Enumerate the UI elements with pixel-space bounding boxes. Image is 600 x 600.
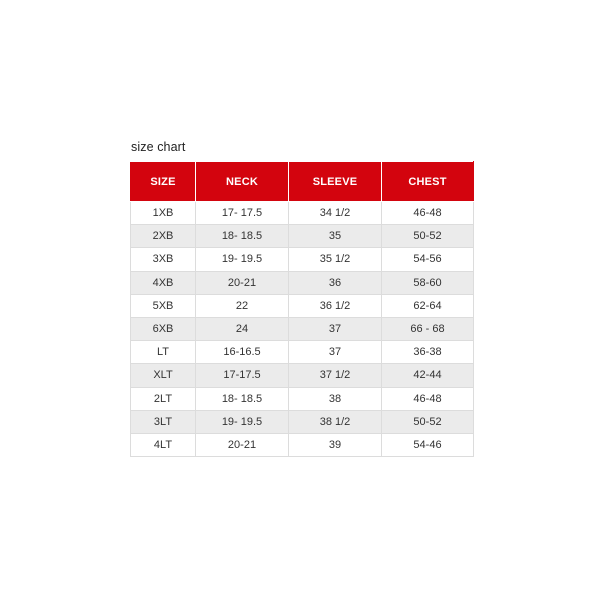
cell-neck: 20-21 [196, 271, 289, 294]
cell-neck: 19- 19.5 [196, 410, 289, 433]
column-header-neck: NECK [196, 162, 289, 202]
size-chart-table [130, 161, 474, 457]
table-row [131, 225, 474, 248]
column-header-sleeve: SLEEVE [289, 162, 382, 202]
table-row [131, 317, 474, 340]
cell-neck: 16-16.5 [196, 341, 289, 364]
column-header-chest: CHEST [382, 162, 474, 202]
cell-sleeve: 37 [289, 317, 382, 340]
cell-chest: 42-44 [382, 364, 474, 387]
cell-sleeve: 37 [289, 341, 382, 364]
cell-neck: 18- 18.5 [196, 387, 289, 410]
cell-sleeve: 35 1/2 [289, 248, 382, 271]
table-row [131, 294, 474, 317]
cell-chest: 50-52 [382, 225, 474, 248]
cell-size: 4LT [131, 433, 196, 456]
cell-chest: 54-46 [382, 433, 474, 456]
cell-neck: 17- 17.5 [196, 202, 289, 225]
cell-sleeve: 36 1/2 [289, 294, 382, 317]
cell-size: LT [131, 341, 196, 364]
cell-size: 1XB [131, 202, 196, 225]
table-header-row [131, 162, 474, 202]
cell-neck: 20-21 [196, 433, 289, 456]
table-row [131, 364, 474, 387]
cell-chest: 36-38 [382, 341, 474, 364]
cell-size: 3XB [131, 248, 196, 271]
cell-size: 4XB [131, 271, 196, 294]
column-header-size: SIZE [131, 162, 196, 202]
cell-size: XLT [131, 364, 196, 387]
cell-neck: 17-17.5 [196, 364, 289, 387]
cell-chest: 62-64 [382, 294, 474, 317]
table-row [131, 202, 474, 225]
cell-size: 6XB [131, 317, 196, 340]
cell-size: 2LT [131, 387, 196, 410]
cell-neck: 22 [196, 294, 289, 317]
table-row [131, 433, 474, 456]
cell-chest: 46-48 [382, 387, 474, 410]
cell-size: 5XB [131, 294, 196, 317]
table-row [131, 410, 474, 433]
cell-chest: 46-48 [382, 202, 474, 225]
cell-sleeve: 35 [289, 225, 382, 248]
cell-neck: 19- 19.5 [196, 248, 289, 271]
cell-sleeve: 36 [289, 271, 382, 294]
cell-sleeve: 38 [289, 387, 382, 410]
cell-chest: 50-52 [382, 410, 474, 433]
cell-size: 2XB [131, 225, 196, 248]
table-row [131, 248, 474, 271]
cell-chest: 58-60 [382, 271, 474, 294]
cell-sleeve: 37 1/2 [289, 364, 382, 387]
cell-neck: 24 [196, 317, 289, 340]
table-row [131, 341, 474, 364]
cell-chest: 66 - 68 [382, 317, 474, 340]
cell-neck: 18- 18.5 [196, 225, 289, 248]
cell-sleeve: 34 1/2 [289, 202, 382, 225]
table-row [131, 387, 474, 410]
page-title: size chart [131, 140, 186, 154]
table-row [131, 271, 474, 294]
cell-size: 3LT [131, 410, 196, 433]
cell-sleeve: 39 [289, 433, 382, 456]
cell-chest: 54-56 [382, 248, 474, 271]
cell-sleeve: 38 1/2 [289, 410, 382, 433]
